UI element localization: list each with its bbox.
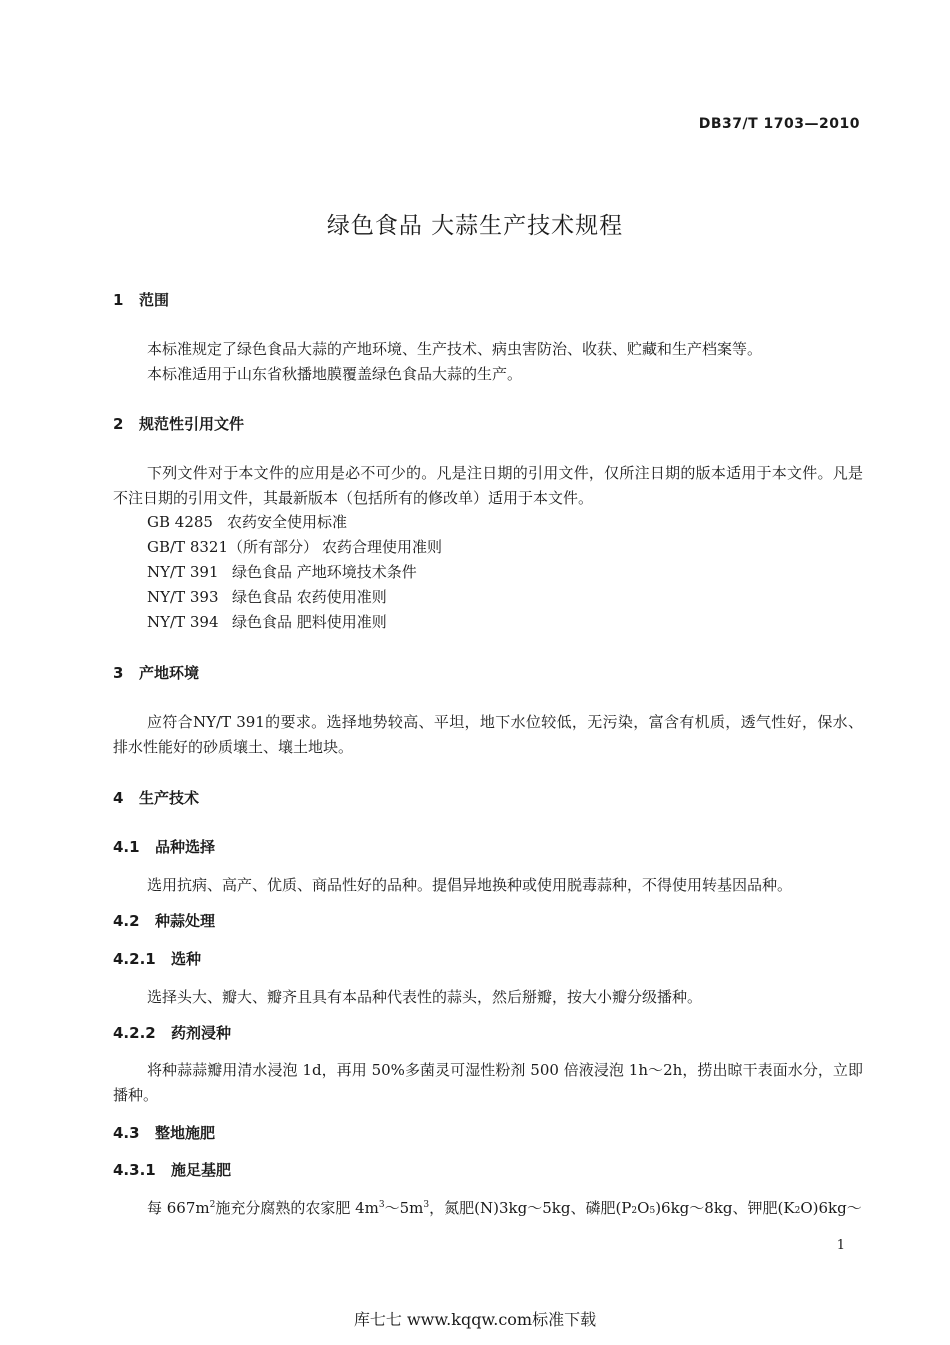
section-number: 2 [113, 415, 124, 433]
paragraph [113, 1196, 863, 1224]
section-number: 4.3.1 [113, 1161, 156, 1179]
superscript: 2 [209, 1200, 216, 1210]
section-title: 生产技术 [139, 789, 200, 807]
subsection-heading-4-2 [113, 910, 215, 931]
subsection-heading-4-3 [113, 1122, 215, 1143]
text-run: 施充分腐熟的农家肥 4m [215, 1199, 379, 1217]
section-number: 4.2.1 [113, 950, 156, 968]
text-run: O)6kg～ [800, 1199, 862, 1217]
reference-item [147, 536, 442, 557]
paragraph: 本标准规定了绿色食品大蒜的产地环境、生产技术、病虫害防治、收获、贮藏和生产档案等。 [147, 340, 763, 358]
paragraph: 应符合NY/T 391的要求。选择地势较高、平坦，地下水位较低，无污染，富含有机质，透气性好，保水、排水性能好的砂质壤土、壤土地块。 [113, 713, 863, 756]
reference-item [147, 611, 387, 632]
reference-title: 绿色食品 农药使用准则 [232, 588, 387, 606]
section-title: 整地施肥 [155, 1124, 216, 1142]
paragraph: 选择头大、瓣大、瓣齐且具有本品种代表性的蒜头，然后掰瓣，按大小瓣分级播种。 [147, 988, 703, 1006]
text-run: ，氮肥(N)3kg～5kg、磷肥(P [429, 1199, 632, 1217]
superscript: 3 [378, 1200, 385, 1210]
section-title: 范围 [139, 291, 170, 309]
paragraph: 本标准适用于山东省秋播地膜覆盖绿色食品大蒜的生产。 [147, 365, 523, 383]
section-title: 品种选择 [155, 838, 216, 856]
section-title: 选种 [171, 950, 202, 968]
text-run: O [637, 1199, 650, 1217]
standard-code: DB37/T 1703—2010 [698, 116, 860, 132]
section-title: 施足基肥 [171, 1161, 232, 1179]
document-title: 绿色食品 大蒜生产技术规程 [326, 213, 624, 239]
paragraph: 选用抗病、高产、优质、商品性好的品种。提倡异地换种或使用脱毒蒜种，不得使用转基因品种。 [147, 876, 793, 894]
reference-title: 绿色食品 产地环境技术条件 [232, 563, 417, 581]
reference-code: GB 4285 [147, 513, 213, 531]
reference-item [147, 586, 387, 607]
page-number: 1 [836, 1238, 845, 1253]
section-number: 4.3 [113, 1124, 140, 1142]
subscript: 2 [631, 1206, 638, 1216]
section-heading-4 [113, 787, 199, 808]
reference-title: 农药安全使用标准 [227, 513, 348, 531]
paragraph: 下列文件对于本文件的应用是必不可少的。凡是注日期的引用文件，仅所注日期的版本适用于本文件。凡是不注日期的引用文件，其最新版本（包括所有的修改单）适用于本文件。 [113, 464, 863, 507]
subsection-heading-4-2-2 [113, 1022, 231, 1043]
subsection-heading-4-3-1 [113, 1159, 231, 1180]
reference-code: GB/T 8321（所有部分） [147, 538, 319, 556]
section-heading-2 [113, 413, 244, 434]
section-number: 4.1 [113, 838, 140, 856]
section-number: 3 [113, 664, 124, 682]
section-heading-3 [113, 662, 199, 683]
text-run: 每 667m [147, 1199, 210, 1217]
section-title: 种蒜处理 [155, 912, 216, 930]
section-number: 4.2.2 [113, 1024, 156, 1042]
superscript: 3 [423, 1200, 430, 1210]
section-title: 药剂浸种 [171, 1024, 232, 1042]
section-number: 4.2 [113, 912, 140, 930]
reference-item [147, 561, 417, 582]
text-run: )6kg～8kg、钾肥(K [655, 1199, 795, 1217]
text-run: ～5m [384, 1199, 424, 1217]
section-heading-1 [113, 289, 169, 310]
reference-title: 农药合理使用准则 [322, 538, 443, 556]
subscript: 2 [794, 1206, 801, 1216]
paragraph: 将种蒜蒜瓣用清水浸泡 1d，再用 50%多菌灵可湿性粉剂 500 倍液浸泡 1h～2h，捞出晾干表面水分，立即播种。 [113, 1061, 863, 1104]
subsection-heading-4-2-1 [113, 948, 201, 969]
reference-title: 绿色食品 肥料使用准则 [232, 613, 387, 631]
section-title: 规范性引用文件 [139, 415, 245, 433]
footer-watermark: 库七七 www.kqqw.com标准下载 [353, 1310, 597, 1329]
reference-code: NY/T 391 [147, 563, 219, 581]
section-number: 1 [113, 291, 124, 309]
section-number: 4 [113, 789, 124, 807]
section-title: 产地环境 [139, 664, 200, 682]
subscript: 5 [649, 1206, 656, 1216]
reference-item [147, 511, 347, 532]
reference-code: NY/T 393 [147, 588, 219, 606]
reference-code: NY/T 394 [147, 613, 219, 631]
subsection-heading-4-1 [113, 836, 215, 857]
